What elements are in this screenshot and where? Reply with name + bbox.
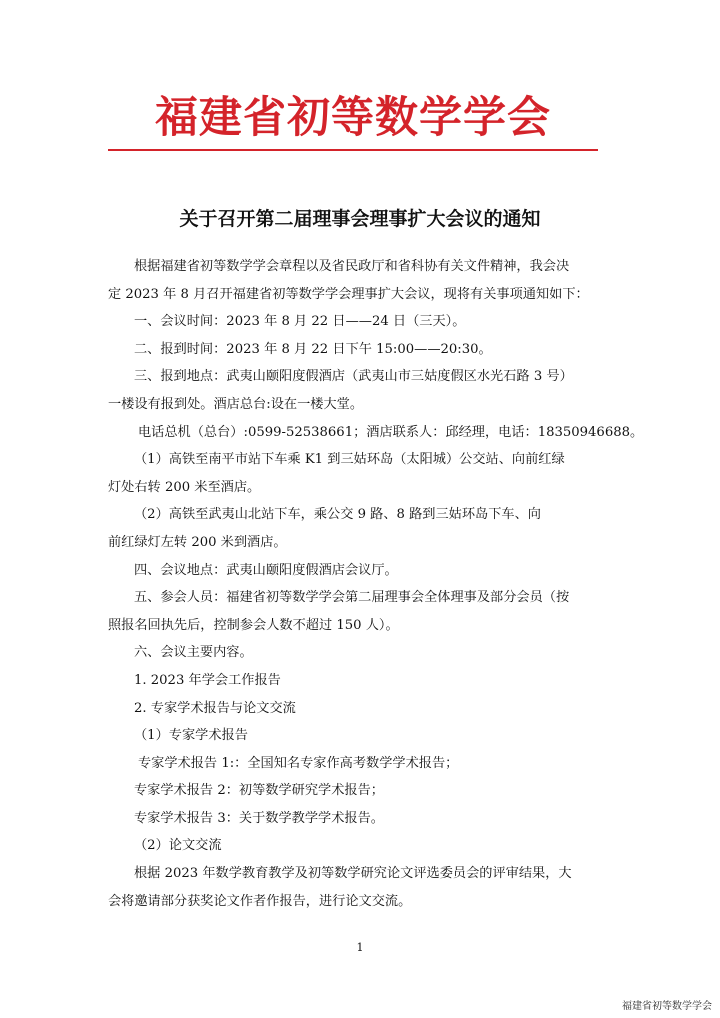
paragraph: 二、报到时间：2023 年 8 月 22 日下午 15:00——20:30。 (134, 341, 492, 357)
paragraph: 一楼设有报到处。酒店总台:设在一楼大堂。 (108, 396, 364, 412)
paragraph: 根据 2023 年数学教育教学及初等数学研究论文评选委员会的评审结果，大 (134, 866, 572, 882)
paragraph: 四、会议地点：武夷山颐阳度假酒店会议厅。 (134, 562, 398, 578)
notice-title: 关于召开第二届理事会理事扩大会议的通知 (179, 208, 541, 230)
notice-body (108, 253, 644, 915)
paragraph: （2）高铁至武夷山北站下车，乘公交 9 路、8 路到三姑环岛下车、向 (134, 507, 541, 523)
paragraph: 1. 2023 年学会工作报告 (134, 672, 281, 688)
paragraph: 2. 专家学术报告与论文交流 (134, 700, 296, 716)
paragraph: 三、报到地点：武夷山颐阳度假酒店（武夷山市三姑度假区水光石路 3 号） (134, 369, 573, 385)
org-letterhead-title: 福建省初等数学学会 (155, 93, 551, 143)
paragraph: 定 2023 年 8 月召开福建省初等数学学会理事扩大会议，现将有关事项通知如下： (108, 286, 589, 302)
paragraph: 电话总机（总台）:0599-52538661；酒店联系人：邱经理，电话：18350946688。 (138, 424, 644, 440)
paragraph: 会将邀请部分获奖论文作者作报告，进行论文交流。 (108, 893, 412, 909)
paragraph: 专家学术报告 3：关于数学教学学术报告。 (134, 810, 384, 826)
letterhead-red-rule (108, 149, 598, 151)
paragraph: 一、会议时间：2023 年 8 月 22 日——24 日（三天）。 (134, 314, 466, 330)
footer-brand-text: 福建省初等数学学会 (622, 1001, 712, 1012)
paragraph: 专家学术报告 1:：全国知名专家作高考数学学术报告； (138, 755, 459, 771)
paragraph: 五、参会人员：福建省初等数学学会第二届理事会全体理事及部分会员（按 (134, 590, 570, 606)
paragraph: （1）高铁至南平市站下车乘 K1 到三姑环岛（太阳城）公交站、向前红绿 (134, 452, 565, 468)
paragraph: 六、会议主要内容。 (134, 645, 253, 661)
paragraph: 根据福建省初等数学学会章程以及省民政厅和省科协有关文件精神，我会决 (134, 259, 570, 274)
paragraph: （2）论文交流 (134, 838, 222, 854)
paragraph: （1）专家学术报告 (134, 728, 248, 744)
paragraph: 前红绿灯左转 200 米到酒店。 (108, 534, 287, 550)
paragraph: 照报名回执先后，控制参会人数不超过 150 人）。 (108, 617, 399, 633)
paragraph: 专家学术报告 2：初等数学研究学术报告； (134, 783, 384, 799)
paragraph: 灯处右转 200 米至酒店。 (108, 479, 261, 495)
page-number: 1 (356, 941, 364, 954)
